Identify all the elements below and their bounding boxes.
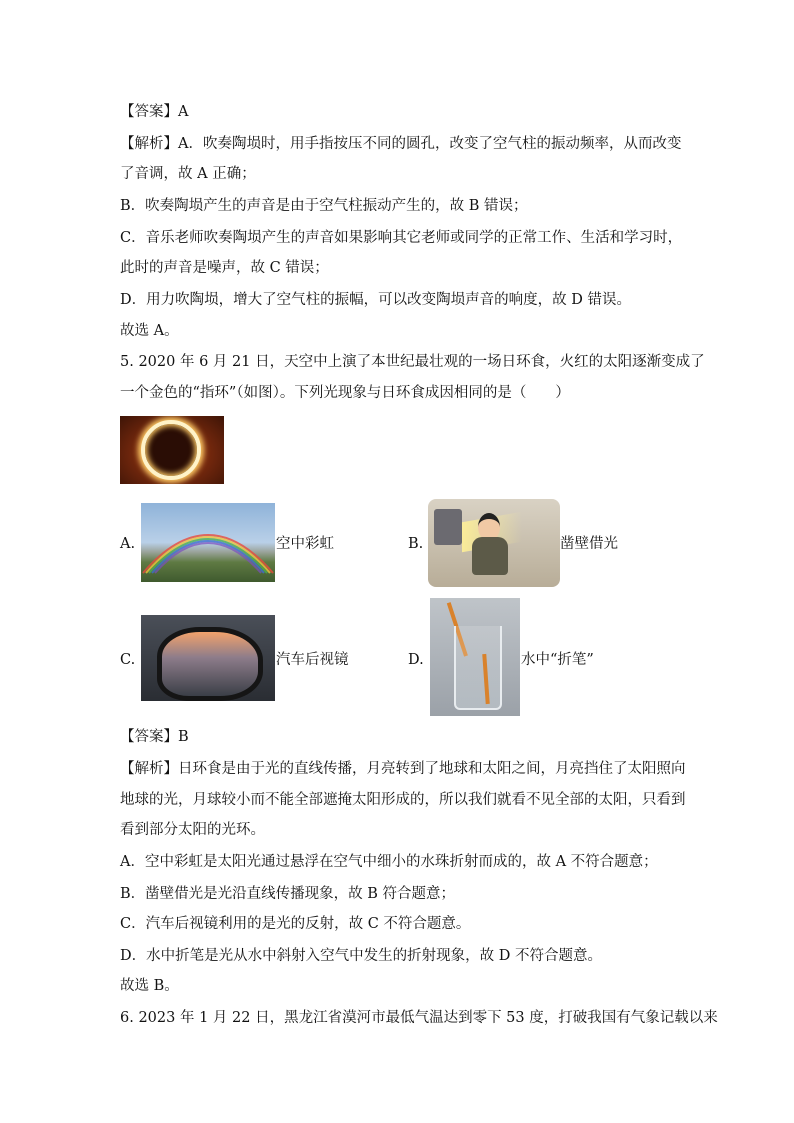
option-c-letter: C. bbox=[120, 652, 136, 668]
option-b-caption: 凿壁借光 bbox=[560, 536, 618, 552]
q5-conclusion: 故选 B。 bbox=[120, 978, 179, 994]
q4-conclusion: 故选 A。 bbox=[120, 323, 179, 339]
q4-option-b-explanation: B．吹奏陶埙产生的声音是由于空气柱振动产生的，故 B 错误； bbox=[120, 198, 528, 214]
q4-option-c-explanation-line1: C．音乐老师吹奏陶埙产生的声音如果影响其它老师或同学的正常工作、生活和学习时， bbox=[120, 230, 683, 246]
option-d-letter: D. bbox=[408, 652, 424, 668]
q4-analysis-line1: 【解析】A．吹奏陶埙时，用手指按压不同的圆孔，改变了空气柱的振动频率，从而改变 bbox=[120, 136, 682, 152]
q5-analysis-line3: 看到部分太阳的光环。 bbox=[120, 822, 265, 838]
q5-option-b-explanation: B．凿壁借光是光沿直线传播现象，故 B 符合题意； bbox=[120, 886, 456, 902]
q4-answer: 【答案】A bbox=[120, 104, 189, 120]
solar-eclipse-image bbox=[120, 416, 224, 484]
q4-analysis-line2: 了音调，故 A 正确； bbox=[120, 166, 256, 182]
rainbow-arc-graphic bbox=[141, 503, 275, 582]
option-c-caption: 汽车后视镜 bbox=[276, 652, 349, 668]
option-d-caption: 水中“折笔” bbox=[521, 652, 594, 668]
q5-option-d-explanation: D．水中折笔是光从水中斜射入空气中发生的折射现象，故 D 不符合题意。 bbox=[120, 948, 602, 964]
q4-option-c-explanation-line2: 此时的声音是噪声，故 C 错误； bbox=[120, 260, 329, 276]
q4-option-d-explanation: D．用力吹陶埙，增大了空气柱的振幅，可以改变陶埙声音的响度，故 D 错误。 bbox=[120, 292, 631, 308]
rainbow-image bbox=[141, 503, 275, 582]
q6-stem-line1: 6. 2023 年 1 月 22 日，黑龙江省漠河市最低气温达到零下 53 度，打破我国有气象记载以来 bbox=[120, 1010, 718, 1026]
q5-stem-line1: 5. 2020 年 6 月 21 日，天空中上演了本世纪最壮观的一场日环食，火红的太阳逐渐变成了 bbox=[120, 354, 705, 370]
q5-option-c-explanation: C．汽车后视镜利用的是光的反射，故 C 不符合题意。 bbox=[120, 916, 471, 932]
option-a-caption: 空中彩虹 bbox=[276, 536, 334, 552]
pencil-in-water-image bbox=[430, 598, 520, 716]
option-a-letter: A. bbox=[120, 536, 136, 552]
boy-reading-image bbox=[428, 499, 560, 587]
q5-option-a-explanation: A．空中彩虹是太阳光通过悬浮在空气中细小的水珠折射而成的，故 A 不符合题意； bbox=[120, 854, 658, 870]
q5-stem-line2: 一个金色的“指环”（如图）。下列光现象与日环食成因相同的是（ ） bbox=[120, 385, 570, 401]
q5-analysis-line2: 地球的光，月球较小而不能全部遮掩太阳形成的，所以我们就看不见全部的太阳，只看到 bbox=[120, 792, 686, 808]
q5-analysis-line1: 【解析】日环食是由于光的直线传播，月亮转到了地球和太阳之间，月亮挡住了太阳照向 bbox=[120, 761, 686, 777]
car-mirror-image bbox=[141, 615, 275, 701]
eclipse-ring bbox=[141, 420, 201, 480]
option-b-letter: B. bbox=[408, 536, 424, 552]
q5-answer: 【答案】B bbox=[120, 729, 189, 745]
